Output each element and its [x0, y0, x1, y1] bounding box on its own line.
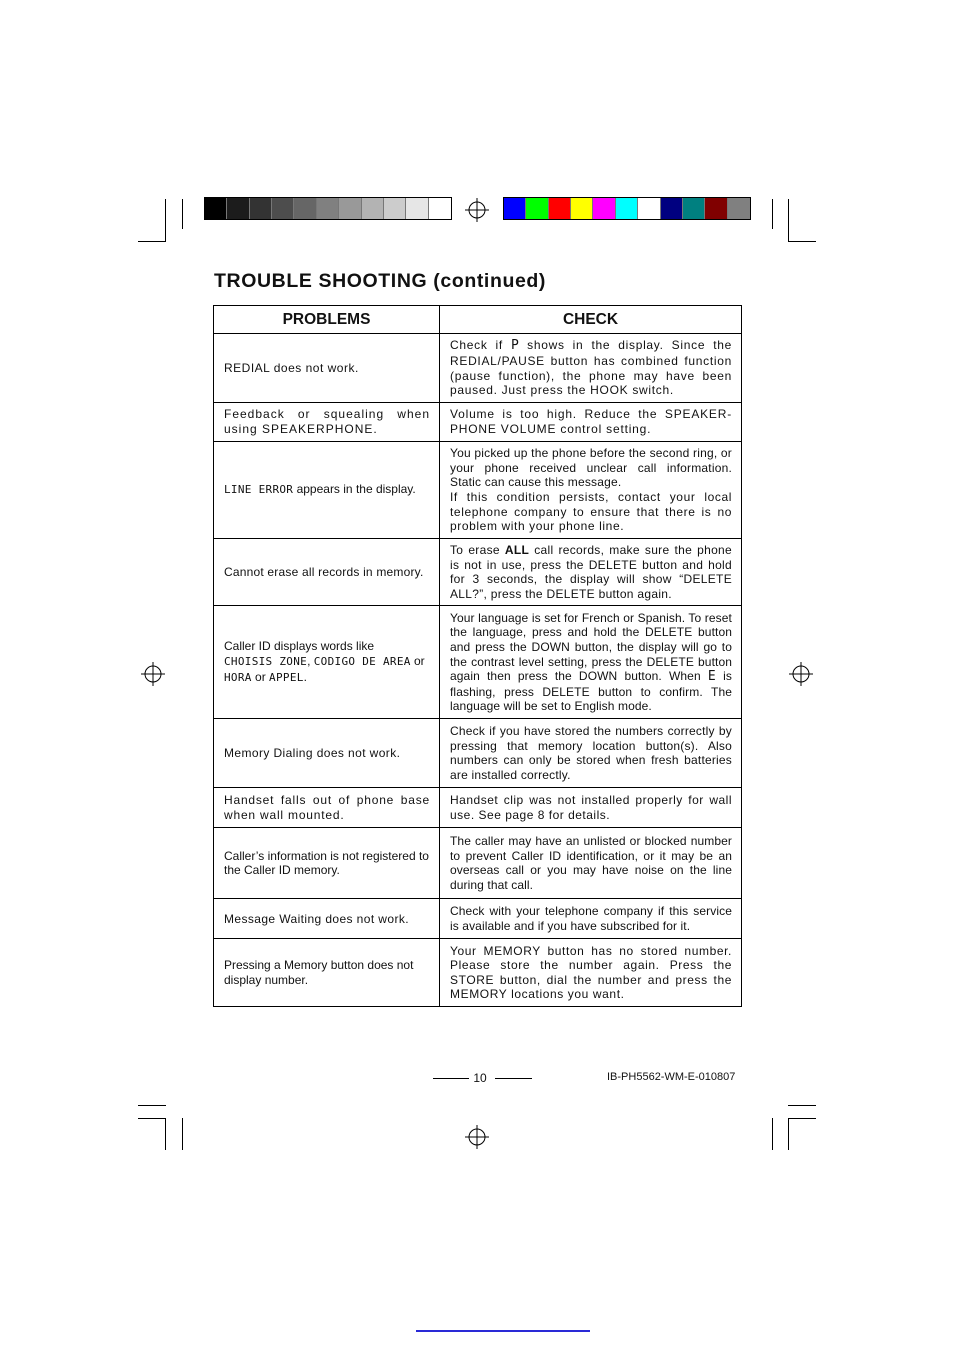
- color-swatch: [250, 198, 272, 219]
- grayscale-bar: [204, 197, 452, 220]
- check-text: You picked up the phone before the second ring, or your phone received unclear call information. Static can cause this message.: [450, 446, 732, 490]
- problem-text: Handset falls out of phone base when wall mounted.: [224, 793, 430, 822]
- check-text: shows in the display. Since the REDIAL/PAUSE button has combined function (pause function), the phone may have been paused. Just press the HOOK switch.: [450, 338, 732, 398]
- color-swatch: [683, 198, 705, 219]
- lcd-french-text: CHOISIS ZONE: [224, 655, 308, 669]
- document-code: IB-PH5562-WM-E-010807: [607, 1071, 736, 1083]
- check-cell: [440, 788, 742, 828]
- crop-mark: [788, 1118, 816, 1119]
- page-title: TROUBLE SHOOTING (continued): [214, 270, 547, 292]
- table-row: [214, 899, 742, 939]
- separator-text: or: [251, 669, 270, 684]
- table-row: [214, 719, 742, 788]
- lcd-line-error-text: LINE ERROR: [224, 483, 294, 497]
- check-cell: [440, 828, 742, 899]
- color-swatch: [593, 198, 615, 219]
- color-swatch: [705, 198, 727, 219]
- crop-mark: [788, 1118, 789, 1150]
- color-swatch: [728, 198, 750, 219]
- crop-mark: [772, 1118, 773, 1150]
- check-header: CHECK: [440, 306, 742, 334]
- color-swatch: [526, 198, 548, 219]
- page-number-rule: [433, 1078, 469, 1079]
- check-text: The caller may have an unlisted or blocked number to prevent Caller ID identification, or it may be an overseas call or you may have noise on the line during that call.: [450, 834, 732, 892]
- color-swatch: [339, 198, 361, 219]
- crop-mark: [788, 199, 789, 241]
- lcd-french-text: APPEL: [269, 670, 304, 684]
- separator-text: or: [410, 654, 425, 669]
- lcd-spanish-text: HORA: [224, 670, 252, 684]
- problem-cell: [214, 899, 440, 939]
- problem-cell: [214, 442, 440, 539]
- table-header-row: [214, 306, 742, 334]
- color-swatch: [571, 198, 593, 219]
- problems-header: PROBLEMS: [214, 306, 440, 334]
- crop-mark: [138, 241, 166, 242]
- separator-text: .: [303, 669, 308, 684]
- check-cell: [440, 442, 742, 539]
- problem-cell: [214, 788, 440, 828]
- check-cell: [440, 539, 742, 606]
- problem-text: appears in the display.: [293, 482, 416, 497]
- problem-cell: [214, 334, 440, 403]
- problem-cell: [214, 719, 440, 788]
- color-swatch: [429, 198, 451, 219]
- check-cell: [440, 939, 742, 1007]
- crop-mark: [182, 1118, 183, 1150]
- problem-cell: [214, 939, 440, 1007]
- color-swatch: [638, 198, 660, 219]
- color-swatch: [384, 198, 406, 219]
- table-row: [214, 539, 742, 606]
- color-bar: [503, 197, 751, 220]
- table-row: [214, 606, 742, 719]
- page-number: 10: [473, 1071, 487, 1085]
- color-swatch: [616, 198, 638, 219]
- problem-cell: [214, 539, 440, 606]
- color-swatch: [272, 198, 294, 219]
- problem-text: REDIAL does not work.: [224, 360, 359, 375]
- separator-text: ,: [307, 654, 314, 669]
- table-row: [214, 828, 742, 899]
- check-text: call records, make sure the phone is not in use, press the DELETE button and hold for 3 seconds, the display will show “DELETE ALL?”, press the DELETE button again.: [450, 543, 733, 601]
- crop-mark: [165, 199, 166, 241]
- problem-cell: [214, 606, 440, 719]
- problem-cell: [214, 403, 440, 442]
- color-swatch: [661, 198, 683, 219]
- bottom-link-underline: [416, 1330, 590, 1332]
- check-text: Your language is set for French or Spanish. To reset the language, press and hold the DELETE button and press the DOWN button, the display will go to the contrast level setting, press the DELETE button again then press the DOWN button. When: [450, 610, 732, 684]
- lcd-english-glyph: E: [707, 669, 716, 685]
- registration-mark-icon: [465, 1125, 489, 1149]
- table-row: [214, 939, 742, 1007]
- crop-mark: [772, 199, 773, 229]
- color-swatch: [317, 198, 339, 219]
- problem-text: Caller’s information is not registered to the Caller ID memory.: [224, 848, 429, 878]
- problem-text: Pressing a Memory button does not display number.: [224, 958, 414, 987]
- page-number-rule: [495, 1078, 532, 1079]
- table-row: [214, 442, 742, 539]
- check-cell: [440, 403, 742, 442]
- crop-mark: [138, 1105, 166, 1106]
- crop-mark: [788, 241, 816, 242]
- color-swatch: [504, 198, 526, 219]
- problem-text: Memory Dialing does not work.: [224, 746, 401, 761]
- check-cell: [440, 719, 742, 788]
- lcd-spanish-text: CODIGO DE AREA: [313, 655, 411, 669]
- table-row: [214, 403, 742, 442]
- check-text: To erase: [450, 543, 505, 557]
- crop-mark: [165, 1118, 166, 1150]
- trouble-shooting-table: [213, 305, 742, 1007]
- check-cell: [440, 899, 742, 939]
- check-text: Handset clip was not installed properly for wall use. See page 8 for details.: [450, 793, 732, 822]
- problem-text: Message Waiting does not work.: [224, 911, 409, 926]
- problem-text: Feedback or squealing when using SPEAKERPHONE.: [224, 407, 430, 436]
- check-text: If this condition persists, contact your local telephone company to ensure that there is no problem with your phone line.: [450, 490, 732, 534]
- color-swatch: [406, 198, 428, 219]
- check-cell: [440, 606, 742, 719]
- check-text: is flashing, press DELETE button to confirm. The language will be set to English mode.: [450, 669, 732, 714]
- check-text: Check if you have stored the numbers correctly by pressing that memory location button(s). Also numbers can only be stored when fresh batteries are installed correctly.: [450, 724, 732, 782]
- check-text: Check if: [450, 338, 511, 353]
- problem-text: Caller ID displays words like: [224, 639, 375, 654]
- color-swatch: [549, 198, 571, 219]
- lcd-pause-glyph: P: [510, 338, 520, 354]
- crop-mark: [182, 199, 183, 229]
- check-text-bold: ALL: [504, 543, 530, 557]
- table-row: [214, 788, 742, 828]
- registration-mark-icon: [141, 662, 165, 686]
- table-row: [214, 334, 742, 403]
- check-text: Check with your telephone company if this service is available and if you have subscribed for it.: [450, 904, 732, 933]
- check-text: Your MEMORY button has no stored number. Please store the number again. Press the STORE button, dial the number and press the MEMORY locations you want.: [450, 943, 732, 1002]
- color-swatch: [294, 198, 316, 219]
- crop-mark: [138, 1118, 166, 1119]
- crop-mark: [788, 1105, 816, 1106]
- check-cell: [440, 334, 742, 403]
- color-swatch: [362, 198, 384, 219]
- registration-mark-icon: [465, 198, 489, 222]
- color-swatch: [227, 198, 249, 219]
- check-text: Volume is too high. Reduce the SPEAKER-PHONE VOLUME control setting.: [450, 407, 732, 436]
- registration-mark-icon: [789, 662, 813, 686]
- color-swatch: [205, 198, 227, 219]
- problem-cell: [214, 828, 440, 899]
- problem-text: Cannot erase all records in memory.: [224, 564, 424, 579]
